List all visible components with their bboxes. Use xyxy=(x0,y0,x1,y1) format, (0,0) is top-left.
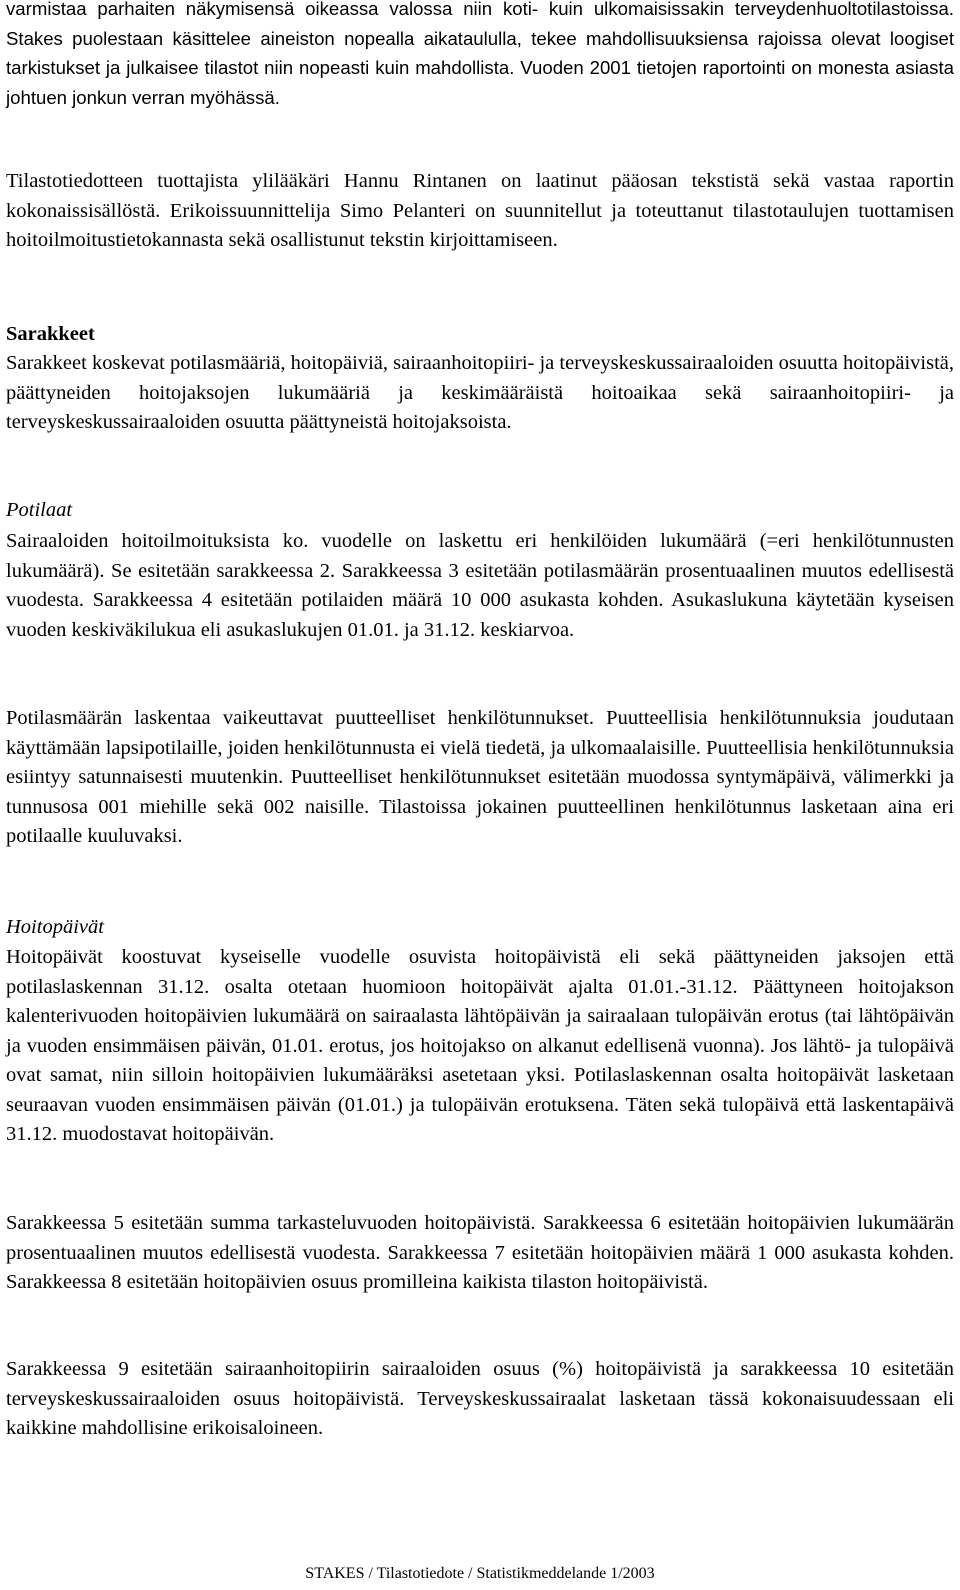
intro-text: varmistaa parhaiten näkymisensä oikeassa valossa niin koti- kuin ulkomaisissakin terveydenhuoltotilastoissa. Stakes puolestaan käsittelee aineiston nopealla aikataululla, tekee mahdollisuuksiensa rajoissa olevat loogiset tarkistukset ja julkaisee tilastot niin nopeasti kuin mahdollista. Vuoden 2001 tietojen raportointi on monesta asiasta johtuen jonkun verran myöhässä. xyxy=(6,0,954,108)
intro-paragraph xyxy=(6,0,954,112)
authors-paragraph: Tilastotiedotteen tuottajista ylilääkäri Hannu Rintanen on laatinut pääosan tekstistä sekä vastaa raportin kokonaissisällöstä. Erikoissuunnittelija Simo Pelanteri on suunnitellut ja toteuttanut tilastotaulujen tuottamisen hoitoilmoitustietokannasta sekä osallistunut tekstin kirjoittamiseen. xyxy=(6,170,954,251)
patients-paragraph-1: Sairaaloiden hoitoilmoituksista ko. vuodelle on laskettu eri henkilöiden lukumäärä (=eri henkilötunnusten lukumäärä). Se esitetään sarakkeessa 2. Sarakkeessa 3 esitetään potilasmäärän prosentuaalinen muutos edellisestä vuodesta. Sarakkeessa 4 esitetään potilaiden määrä 10 000 asukasta kohden. Asukaslukuna käytetään kyseisen vuoden keskiväkilukua eli asukaslukujen 01.01. ja 31.12. keskiarvoa. xyxy=(6,530,954,641)
care-days-paragraph-2: Sarakkeessa 5 esitetään summa tarkasteluvuoden hoitopäivistä. Sarakkeessa 6 esitetään hoitopäivien lukumäärän prosentuaalinen muutos edellisestä vuodesta. Sarakkeessa 7 esitetään hoitopäivien määrä 1 000 asukasta kohden. Sarakkeessa 8 esitetään hoitopäivien osuus promilleina kaikista tilaston hoitopäivistä. xyxy=(6,1212,954,1293)
care-days-heading: Hoitopäivät xyxy=(6,916,104,938)
page-footer: STAKES / Tilastotiedote / Statistikmeddelande 1/2003 xyxy=(305,1565,655,1582)
columns-paragraph: Sarakkeet koskevat potilasmääriä, hoitopäiviä, sairaanhoitopiiri- ja terveyskeskussairaaloiden osuutta hoitopäivistä, päättyneiden hoitojaksojen lukumääriä ja keskimääräistä hoitoaikaa sekä sairaanhoitopiiri- ja terveyskeskussairaaloiden osuutta päättyneistä hoitojaksoista. xyxy=(6,352,954,433)
columns-heading: Sarakkeet xyxy=(6,323,95,345)
care-days-paragraph-3: Sarakkeessa 9 esitetään sairaanhoitopiirin sairaaloiden osuus (%) hoitopäivistä ja sarakkeessa 10 esitetään terveyskeskussairaaloiden osuus hoitopäivistä. Terveyskeskussairaalat lasketaan tässä kokonaisuudessaan eli kaikkine mahdollisine erikoisaloineen. xyxy=(6,1358,954,1439)
patients-paragraph-2: Potilasmäärän laskentaa vaikeuttavat puutteelliset henkilötunnukset. Puutteellisia henkilötunnuksia joudutaan käyttämään lapsipotilaille, joiden henkilötunnusta ei vielä tiedetä, ja ulkomaalaisille. Puutteellisia henkilötunnuksia esiintyy satunnaisesti muutenkin. Puutteelliset henkilötunnukset esitetään muodossa syntymäpäivä, välimerkki ja tunnusosa 001 miehille sekä 002 naisille. Tilastoissa jokainen puutteellinen henkilötunnus lasketaan aina eri potilaalle kuuluvaksi. xyxy=(6,707,954,847)
patients-heading: Potilaat xyxy=(6,499,73,521)
care-days-paragraph-1: Hoitopäivät koostuvat kyseiselle vuodelle osuvista hoitopäivistä eli sekä päättyneiden jaksojen että potilaslaskennan 31.12. osalta otetaan huomioon hoitopäivät ajalta 01.01.-31.12. Päättyneen hoitojakson kalenterivuoden hoitopäivien lukumäärä on sairaalasta lähtöpäivän ja sairaalaan tulopäivän erotus (tai lähtöpäivän ja vuoden ensimmäisen päivän, 01.01. erotus, jos hoitojakso on alkanut edellisenä vuonna). Jos lähtö- ja tulopäivä ovat samat, niin silloin hoitopäivien lukumääräksi asetetaan yksi. Potilaslaskennan osalta hoitopäivät lasketaan seuraavan vuoden ensimmäisen päivän (01.01.) ja tulopäivän erotuksena. Täten sekä tulopäivä että laskentapäivä 31.12. muodostavat hoitopäivän. xyxy=(6,946,954,1145)
